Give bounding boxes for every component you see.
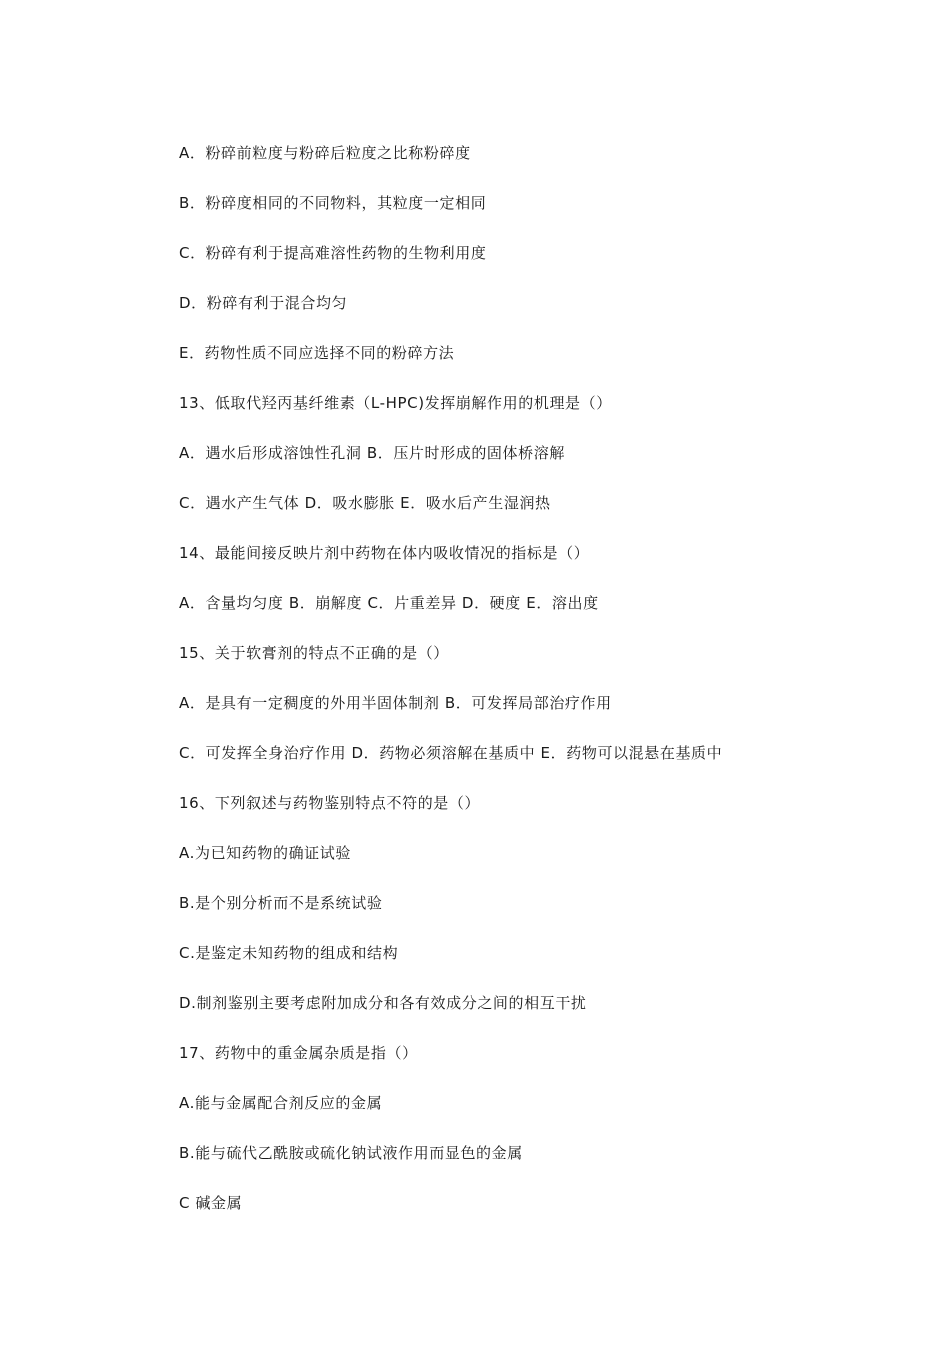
option-line: C．可发挥全身治疗作用 D．药物必须溶解在基质中 E．药物可以混悬在基质中 (179, 744, 723, 762)
option-line: A．粉碎前粒度与粉碎后粒度之比称粉碎度 (179, 144, 471, 162)
option-line: C．粉碎有利于提高难溶性药物的生物利用度 (179, 244, 487, 262)
option-line: B.是个别分析而不是系统试验 (179, 894, 383, 912)
option-line: D.制剂鉴别主要考虑附加成分和各有效成分之间的相互干扰 (179, 994, 587, 1012)
question-line: 13、低取代羟丙基纤维素（L-HPC)发挥崩解作用的机理是（） (179, 394, 612, 412)
option-line: C 碱金属 (179, 1194, 243, 1212)
option-line: A．遇水后形成溶蚀性孔洞 B．压片时形成的固体桥溶解 (179, 444, 565, 462)
question-line: 15、关于软膏剂的特点不正确的是（） (179, 644, 449, 662)
option-line: A.为已知药物的确证试验 (179, 844, 351, 862)
option-line: A.能与金属配合剂反应的金属 (179, 1094, 383, 1112)
option-line: A．含量均匀度 B．崩解度 C．片重差异 D．硬度 E．溶出度 (179, 594, 599, 612)
question-line: 16、下列叙述与药物鉴别特点不符的是（） (179, 794, 481, 812)
option-line: C．遇水产生气体 D．吸水膨胀 E．吸水后产生湿润热 (179, 494, 551, 512)
option-line: B.能与硫代乙酰胺或硫化钠试液作用而显色的金属 (179, 1144, 523, 1162)
option-line: C.是鉴定未知药物的组成和结构 (179, 944, 399, 962)
option-line: B．粉碎度相同的不同物料，其粒度一定相同 (179, 194, 487, 212)
document-body (179, 141, 899, 1241)
question-line: 17、药物中的重金属杂质是指（） (179, 1044, 418, 1062)
option-line: E．药物性质不同应选择不同的粉碎方法 (179, 344, 455, 362)
option-line: D．粉碎有利于混合均匀 (179, 294, 348, 312)
question-line: 14、最能间接反映片剂中药物在体内吸收情况的指标是（） (179, 544, 590, 562)
option-line: A．是具有一定稠度的外用半固体制剂 B．可发挥局部治疗作用 (179, 694, 612, 712)
